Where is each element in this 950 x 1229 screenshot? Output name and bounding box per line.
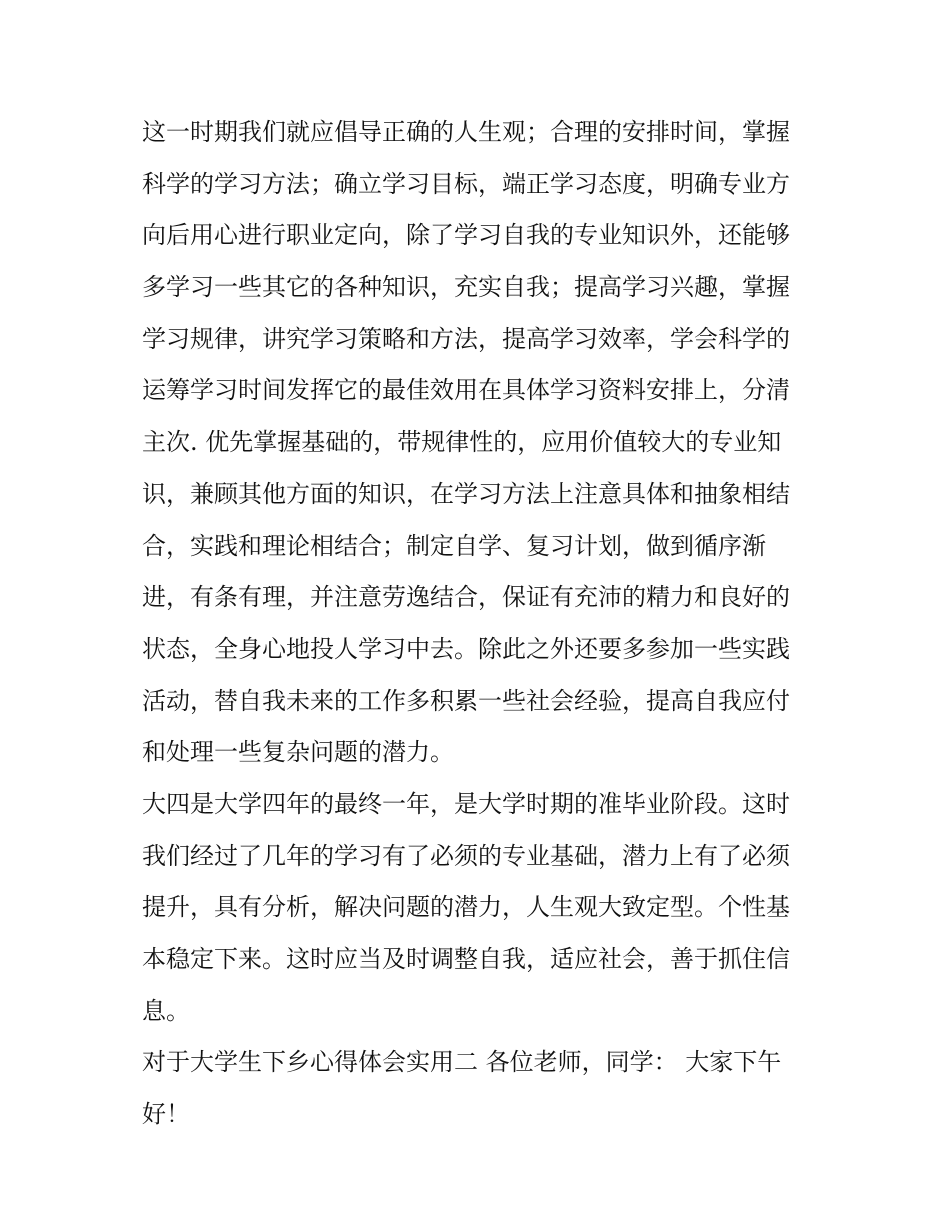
text-line: 进，有条有理，并注意劳逸结合，保证有充沛的精力和良好的 <box>142 583 790 612</box>
text-line: 多学习一些其它的各种知识，充实自我；提高学习兴趣，掌握 <box>142 273 790 302</box>
text-line: 向后用心进行职业定向，除了学习自我的专业知识外，还能够 <box>142 221 790 250</box>
text-line: 息。 <box>142 996 190 1025</box>
text-line: 科学的学习方法；确立学习目标，端正学习态度，明确专业方 <box>142 169 790 198</box>
text-line: 本稳定下来。这时应当及时调整自我，适应社会，善于抓住信 <box>142 945 790 973</box>
text-line: 提升，具有分析，解决问题的潜力，人生观大致定型。个性基 <box>142 893 790 922</box>
text-line: 好！ <box>142 1100 190 1129</box>
text-line: 识，兼顾其他方面的知识，在学习方法上注意具体和抽象相结 <box>142 479 790 508</box>
text-line: 和处理一些复杂问题的潜力。 <box>142 738 454 767</box>
text-line: 我们经过了几年的学习有了必须的专业基础，潜力上有了必须 <box>142 841 790 870</box>
document-body <box>142 107 822 1141</box>
text-line: 合，实践和理论相结合；制定自学、复习计划，做到循序渐 <box>142 531 766 560</box>
text-line: 运筹学习时间发挥它的最佳效用在具体学习资料安排上，分清 <box>142 376 790 405</box>
text-line: 这一时期我们就应倡导正确的人生观；合理的安排时间，掌握 <box>142 118 790 146</box>
text-line: 对于大学生下乡心得体会实用二 各位老师，同学： 大家下午 <box>142 1048 782 1077</box>
text-line: 学习规律，讲究学习策略和方法，提高学习效率，学会科学的 <box>142 324 790 353</box>
text-line: 活动，替自我未来的工作多积累一些社会经验，提高自我应付 <box>142 686 790 715</box>
text-line: 主次. 优先掌握基础的，带规律性的，应用价值较大的专业知 <box>142 428 782 457</box>
text-line: 大四是大学四年的最终一年，是大学时期的准毕业阶段。这时 <box>142 789 790 818</box>
text-line: 状态，全身心地投人学习中去。除此之外还要多参加一些实践 <box>142 634 790 663</box>
